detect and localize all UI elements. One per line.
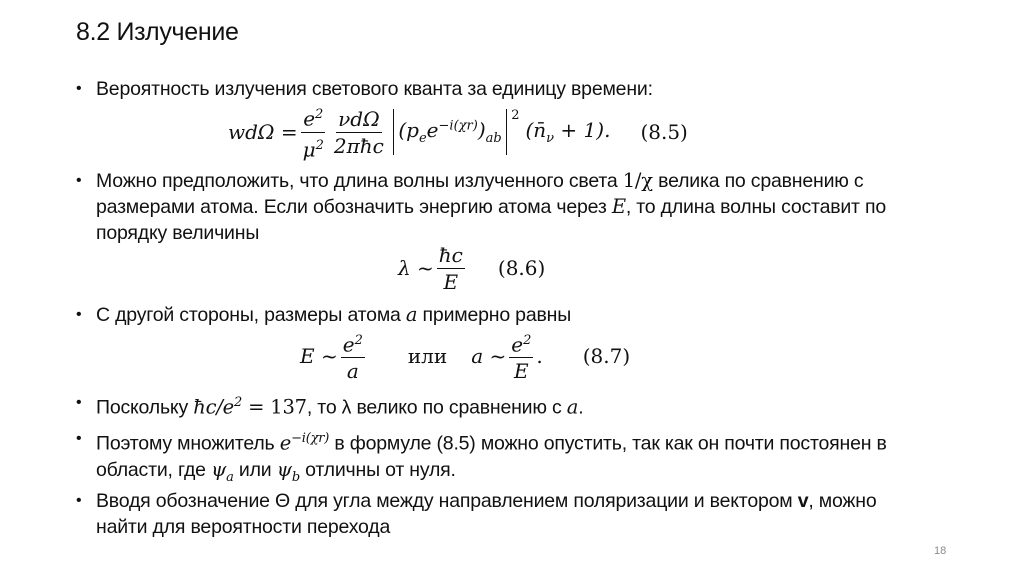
equation-8-5: [228, 104, 688, 160]
eq-8-5-abs-power: 2: [511, 108, 520, 123]
eq-8-6-number: (8.6): [497, 256, 546, 280]
equation-8-6: λ ~ $\frac{ħc}{E}$ (8.6): [398, 242, 546, 294]
math-E: E: [611, 195, 626, 218]
bullet-1-text: Вероятность излучения светового кванта за единицу времени:: [96, 78, 653, 100]
bullet-dot-icon: •: [76, 394, 82, 411]
bullet-dot-icon: •: [76, 306, 82, 323]
bullet-dot-icon: •: [76, 80, 82, 97]
bullet-5: • Поэтому множитель $e^{-i(\chi r)}$ в формуле (8.5) можно опустить, так как он почти постоянен в области, где $\psi_a$ или $\psi_b$ отличны от нуля.: [76, 426, 916, 490]
bullet-3: • С другой стороны, размеры атома a примерно равны: [76, 303, 572, 326]
abs-bar-left: [393, 109, 395, 155]
eq-8-5-occupation: $(n̄_\nu + 1)$.: [525, 118, 611, 146]
eq-8-5-fraction-2: $\frac{\text{νdΩ}}{\text{2πħc}}$: [333, 106, 384, 158]
bullet-dot-icon: •: [76, 430, 82, 447]
eq-8-5-matrix-element: $(p_ee^{-i(\chi r)})_{ab}$: [398, 118, 502, 146]
eq-8-7-fraction-1: $\frac{e^2}{a}$: [341, 330, 365, 383]
abs-bar-right: [506, 109, 508, 155]
bullet-4: • Поскольку $ħc/e^2 = 137$, то λ велико по сравнению с a.: [76, 390, 916, 421]
eq-8-7-fraction-2: $\frac{e^2}{E}$: [509, 330, 533, 383]
equation-8-7: E ~ $\frac{e^2}{a}$ или a ~ $\frac{e^2}{E}$ . (8.7): [300, 328, 630, 384]
bullet-dot-icon: •: [76, 492, 82, 509]
bullet-dot-icon: •: [76, 172, 82, 189]
math-one-over-chi: 1/χ: [622, 169, 653, 192]
eq-8-6-fraction: $\frac{ħc}{E}$: [438, 242, 463, 294]
eq-8-5-lhs: wdΩ =: [228, 120, 298, 144]
eq-8-7-number: (8.7): [582, 344, 631, 368]
bullet-6: • Вводя обозначение Θ для угла между направлением поляризации и вектором v, можно найти для вероятности перехода: [76, 490, 877, 538]
slide-title: 8.2 Излучение: [76, 18, 239, 46]
page-number: 18: [934, 545, 947, 557]
bullet-1: [76, 76, 916, 102]
bullet-2: • Можно предположить, что длина волны излученного света 1/χ велика по сравнению с размерами атома. Если обозначить энергию атома через E, то длина волны составит по порядку величины: [76, 169, 887, 244]
eq-8-5-number: (8.5): [640, 120, 688, 144]
eq-8-5-fraction-1: $\frac{e^2}{\mu^2}$: [301, 104, 326, 160]
